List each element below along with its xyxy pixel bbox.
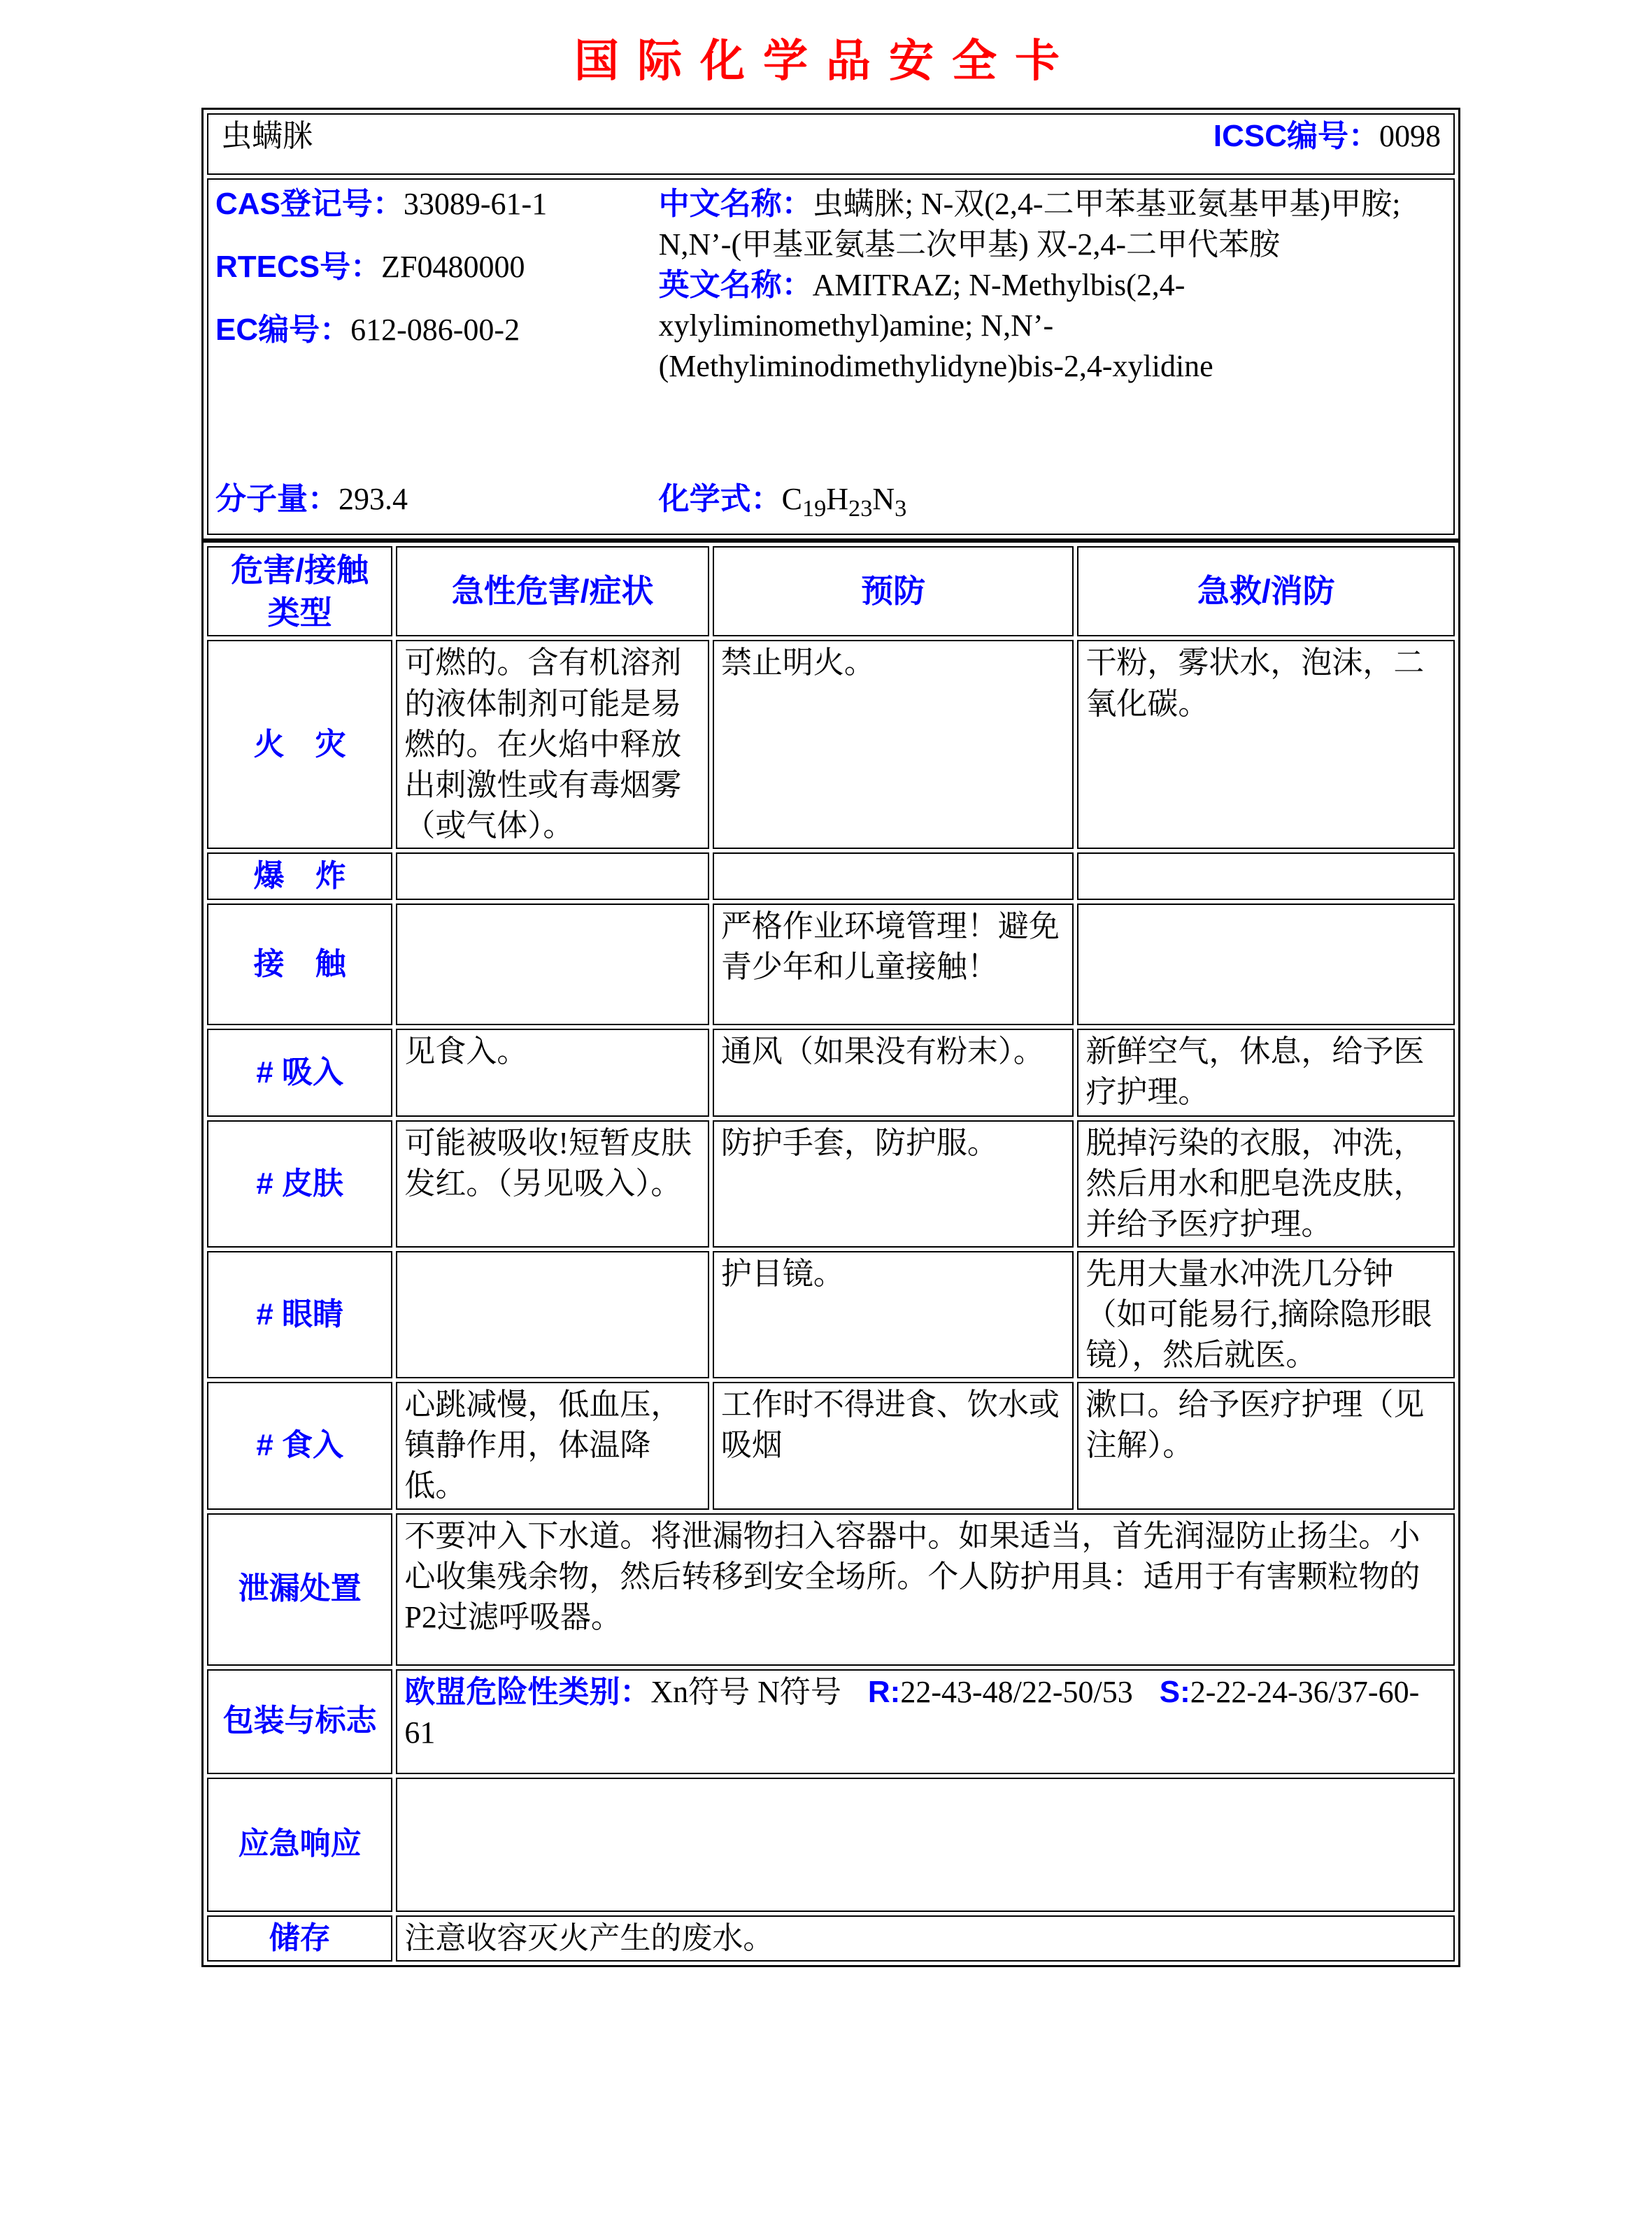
card-header-cell: [207, 113, 1455, 175]
english-name-label: 英文名称：: [658, 268, 813, 303]
row-label-emergency: 应急响应: [207, 1778, 392, 1912]
identifiers-cell: [207, 178, 1455, 535]
eyes-firstaid: 先用大量水冲洗几分钟（如可能易行,摘除隐形眼镜），然后就医。: [1077, 1251, 1455, 1378]
row-label-skin: # 皮肤: [207, 1120, 392, 1248]
chinese-name-value: 虫螨脒; N-双(2,4-二甲苯基亚氨基甲基)甲胺; N,N’-(甲基亚氨基二次甲基) 双-2,4-二甲代苯胺: [658, 187, 1401, 262]
english-name-paragraph: [659, 265, 1446, 387]
english-name-value: AMITRAZ; N-Methylbis(2,4-xylyliminomethyl)amine; N,N’-(Methyliminodimethylidyne)bis-2,4-xylidine: [658, 268, 1213, 384]
contact-prevention: 严格作业环境管理！避免青少年和儿童接触！: [713, 904, 1074, 1025]
row-label-explosion: 爆 炸: [207, 852, 392, 900]
eu-hazard-class-label: 欧盟危险性类别：: [404, 1674, 651, 1709]
rtecs-line: [215, 247, 659, 287]
fire-prevention: 禁止明火。: [713, 640, 1074, 848]
r-phrases-label: R:: [867, 1674, 901, 1709]
card-header-row: [215, 116, 1446, 157]
registry-numbers-column: [215, 181, 659, 528]
rtecs-value: ZF0480000: [381, 250, 525, 285]
hazard-table: [201, 541, 1460, 1967]
col-header-symptoms: 急性危害/症状: [396, 546, 709, 636]
skin-prevention: 防护手套，防护服。: [713, 1120, 1074, 1248]
emergency-response-text: [396, 1778, 1455, 1912]
fire-firstaid: 干粉，雾状水，泡沫，二氧化碳。: [1077, 640, 1455, 848]
inhalation-prevention: 通风（如果没有粉末）。: [713, 1029, 1074, 1117]
chinese-name-paragraph: [659, 184, 1446, 265]
fire-symptoms: 可燃的。含有机溶剂的液体制剂可能是易燃的。在火焰中释放出刺激性或有毒烟雾（或气体）。: [396, 640, 709, 848]
s-phrases-value: 2-22-24-36/37-60-61: [404, 1674, 1420, 1750]
col-header-firstaid: 急救/消防: [1077, 546, 1455, 636]
formula-element-c: C: [781, 481, 802, 516]
icsc-number: [1213, 116, 1441, 157]
table-row: [207, 904, 1455, 1025]
formula-value: [781, 481, 907, 522]
s-phrases-label: S:: [1159, 1674, 1190, 1709]
col-header-hazard-type: 危害/接触类型: [207, 546, 392, 636]
hazard-header-row: [207, 546, 1455, 636]
formula-label: 化学式：: [658, 481, 782, 516]
formula-sub-h: 23: [848, 494, 873, 522]
row-label-inhalation: # 吸入: [207, 1029, 392, 1117]
packaging-labelling-text: [396, 1669, 1455, 1774]
rtecs-label: RTECS号：: [215, 250, 382, 285]
ec-label: EC编号：: [215, 313, 351, 348]
skin-firstaid: 脱掉污染的衣服，冲洗，然后用水和肥皂洗皮肤，并给予医疗护理。: [1077, 1120, 1455, 1248]
explosion-symptoms: [396, 852, 709, 900]
row-label-storage: 储存: [207, 1915, 392, 1962]
table-row: [207, 1669, 1455, 1774]
mw-label: 分子量：: [215, 481, 339, 516]
header-info-table: [201, 108, 1460, 541]
table-row: [207, 640, 1455, 848]
row-label-packaging: 包装与标志: [207, 1669, 392, 1774]
table-row: [207, 1029, 1455, 1117]
explosion-prevention: [713, 852, 1074, 900]
formula-element-h: H: [826, 481, 849, 516]
explosion-firstaid: [1077, 852, 1455, 900]
row-label-fire: 火 灾: [207, 640, 392, 848]
cas-label: CAS登记号：: [215, 187, 404, 221]
r-phrases-value: 22-43-48/22-50/53: [900, 1674, 1133, 1709]
row-label-ingestion: # 食入: [207, 1382, 392, 1509]
icsc-value: 0098: [1379, 119, 1441, 153]
inhalation-symptoms: 见食入。: [396, 1029, 709, 1117]
formula-sub-c: 19: [802, 494, 827, 522]
table-row: [207, 1915, 1455, 1962]
table-row: [207, 1513, 1455, 1666]
eu-hazard-symbols: Xn符号 N符号: [650, 1674, 841, 1709]
cas-line: [215, 184, 659, 224]
molecular-weight-line: [215, 479, 659, 520]
contact-firstaid: [1077, 904, 1455, 1025]
formula-sub-n: 3: [895, 494, 907, 522]
ec-value: 612-086-00-2: [350, 313, 520, 348]
identifiers-layout: [215, 181, 1446, 528]
ingestion-firstaid: 漱口。给予医疗护理（见注解）。: [1077, 1382, 1455, 1509]
row-label-eyes: # 眼睛: [207, 1251, 392, 1378]
formula-element-n: N: [872, 481, 895, 516]
table-row: [207, 1120, 1455, 1248]
spill-disposal-text: 不要冲入下水道。将泄漏物扫入容器中。如果适当，首先润湿防止扬尘。小心收集残余物，然后转移到安全场所。个人防护用具：适用于有害颗粒物的P2过滤呼吸器。: [396, 1513, 1455, 1666]
icsc-label: ICSC编号：: [1213, 119, 1379, 153]
ingestion-symptoms: 心跳减慢，低血压，镇静作用，体温降低。: [396, 1382, 709, 1509]
row-label-spill: 泄漏处置: [207, 1513, 392, 1666]
row-label-contact: 接 触: [207, 904, 392, 1025]
page-title: 国际化学品安全卡: [574, 36, 1078, 86]
storage-text: 注意收容灭火产生的废水。: [396, 1915, 1455, 1962]
chinese-name-label: 中文名称：: [658, 187, 813, 221]
eyes-symptoms: [396, 1251, 709, 1378]
contact-symptoms: [396, 904, 709, 1025]
ec-line: [215, 310, 659, 350]
mw-value: 293.4: [339, 481, 408, 516]
inhalation-firstaid: 新鲜空气，休息，给予医疗护理。: [1077, 1029, 1455, 1117]
cas-value: 33089-61-1: [403, 187, 548, 221]
eyes-prevention: 护目镜。: [713, 1251, 1074, 1378]
names-column: [659, 181, 1446, 528]
formula-line: [659, 479, 1446, 520]
col-header-prevention: 预防: [713, 546, 1074, 636]
table-row: [207, 1382, 1455, 1509]
table-row: [207, 1778, 1455, 1912]
table-row: [207, 852, 1455, 900]
skin-symptoms: 可能被吸收!短暂皮肤发红。（另见吸入）。: [396, 1120, 709, 1248]
ingestion-prevention: 工作时不得进食、饮水或吸烟: [713, 1382, 1074, 1509]
table-row: [207, 1251, 1455, 1378]
chemical-name: 虫螨脒: [221, 119, 313, 153]
